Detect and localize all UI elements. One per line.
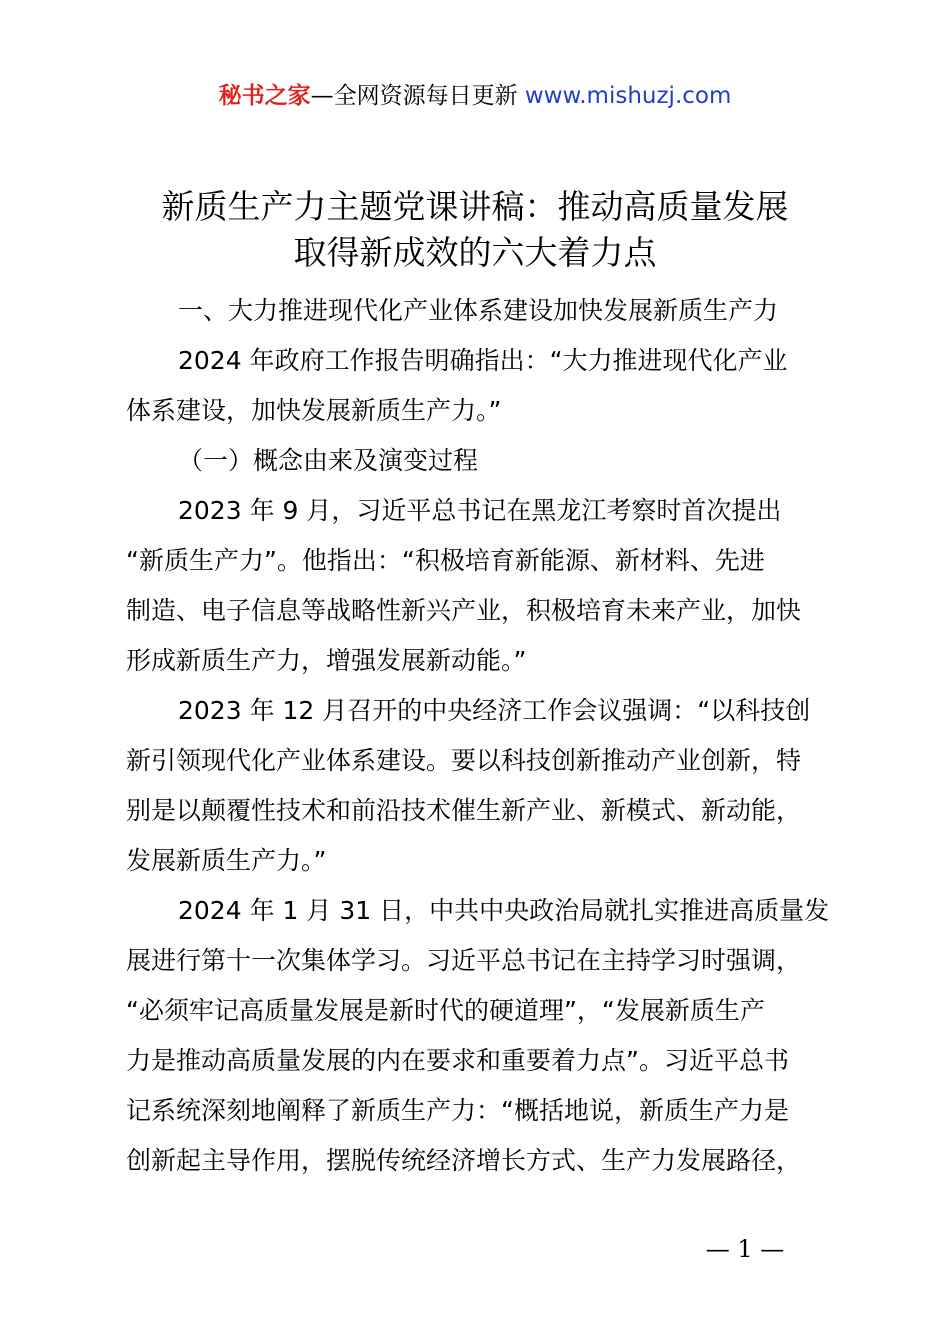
site-name: 秘书之家: [218, 83, 311, 109]
paragraph-line: 制造、电子信息等战略性新兴产业，积极培育未来产业，加快: [126, 596, 802, 625]
site-url[interactable]: www.mishuzj.com: [524, 83, 732, 109]
paragraph-line: 记系统深刻地阐释了新质生产力：“概括地说，新质生产力是: [126, 1096, 789, 1125]
paragraph-line: 创新起主导作用，摆脱传统经济增长方式、生产力发展路径，: [126, 1146, 802, 1175]
paragraph-line: “必须牢记高质量发展是新时代的硬道理”，“发展新质生产: [126, 996, 765, 1025]
paragraph-line: 展进行第十一次集体学习。习近平总书记在主持学习时强调，: [126, 946, 802, 975]
title-line-2: 取得新成效的六大着力点: [293, 233, 657, 272]
paragraph-line: 体系建设，加快发展新质生产力。”: [126, 396, 502, 425]
paragraph-line: 2023 年 12 月召开的中央经济工作会议强调：“以科技创: [178, 696, 811, 725]
paragraph-line: 力是推动高质量发展的内在要求和重要着力点”。习近平总书: [126, 1046, 789, 1075]
paragraph-line: 新引领现代化产业体系建设。要以科技创新推动产业创新，特: [126, 746, 802, 775]
sub-heading: （一）概念由来及演变过程: [178, 446, 479, 475]
page-number: — 1 —: [705, 1235, 785, 1263]
site-header: [0, 80, 950, 112]
paragraph-line: 2024 年政府工作报告明确指出：“大力推进现代化产业: [178, 346, 788, 375]
paragraph-line: 2023 年 9 月，习近平总书记在黑龙江考察时首次提出: [178, 496, 782, 525]
section-heading: 一、大力推进现代化产业体系建设加快发展新质生产力: [178, 296, 779, 325]
paragraph-line: 别是以颠覆性技术和前沿技术催生新产业、新模式、新动能，: [126, 796, 802, 825]
document-title: [120, 184, 830, 276]
site-tagline: —全网资源每日更新: [310, 83, 525, 109]
paragraph-line: “新质生产力”。他指出：“积极培育新能源、新材料、先进: [126, 546, 765, 575]
paragraph-line: 2024 年 1 月 31 日，中共中央政治局就扎实推进高质量发: [178, 896, 830, 925]
title-line-1: 新质生产力主题党课讲稿：推动高质量发展: [161, 187, 789, 226]
document-body: [126, 286, 836, 1186]
paragraph-line: 发展新质生产力。”: [126, 846, 327, 875]
paragraph-line: 形成新质生产力，增强发展新动能。”: [126, 646, 527, 675]
